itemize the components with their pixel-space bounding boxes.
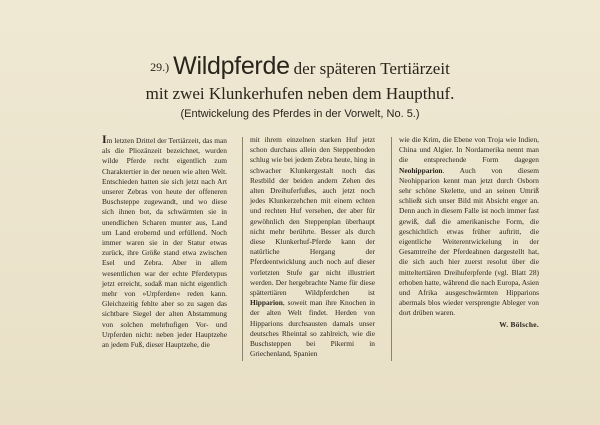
column-2-text-a: mit ihrem einzelnen starken Huf jetzt schon durchaus allein den Steppenboden schlug wie bei jedem Zebra heute, hing in schwacher Klunkergestalt noch das Restbild der beiden andern Zehen des alten Dreihuferfußes, auch jetzt noch jedes Klunkerzehchen mit einem echten und rechten Huf versehen, der aber für gewöhnlich den Steppenplan überhaupt nicht mehr berührte. Besser als durch diese Klunkerhuf-Pferde kann der natürliche Hergang der Pferdeentwicklung auch noch auf dieser vorletzten Stufe gar nicht illustriert werden. Der hergebrachte Name für diese spättertiären Wildpferdchen ist: [250, 135, 375, 298]
text-columns: [102, 132, 544, 375]
drop-cap: I: [102, 132, 107, 146]
column-3-text-b: . Auch von diesem Neohipparion kennt man jetzt durch Osborn sehr schöne Skelette, und an seinen Umriß schließt sich unser Bild mit Absicht enger an. Denn auch in diesem Falle ist noch immer fast gewiß, daß die amerikanische Form, die geschichtlich etwas früher auftritt, die eigentliche Weiterentwickelung in der Gesamtreihe der Pferdeahnen dargestellt hat, die sich auch hier zuerst resolut über die mitteltertiären Dreihuferpferde (vgl. Blatt 28) erhoben hatte, während die nach Europa, Asien und Afrika ausgeschwärmten Hipparions abermals blos wieder versprengte Ableger von dort drüben waren.: [399, 165, 539, 318]
column-1-text: m letzten Drittel der Tertiärzeit, das man als die Pliozänzeit bezeichnet, wurden wilde Pferde recht eigentlich zum Charaktertier in der neuen wie alten Welt. Entschieden hatten sie sich jetzt nach Art unserer Zebras von heute der offeneren Buschsteppe zugewandt, und wo diese sich ihnen bot, da schwärmten sie in unendlichen Scharen munter aus, Land um Land erobernd und erfüllend. Noch immer waren sie in der Statur etwas zurück, ihre Größe stand etwa zwischen Esel und Zebra. Aber in allem wesentlichen war der echte Pferdetypus jetzt erreicht, sodaß man nicht eigentlich mehr von »Urpferden« reden kann. Gleichzeitig fehlte aber so zu sagen das sichtbare Siegel der alten Abstammung von solchen mehrhufigen Vor- und Urpferden nicht: neben jeder Hauptzehe an jedem Fuß, dieser Hauptzehe, die: [102, 136, 227, 350]
column-2-bold: Hipparion: [250, 298, 283, 308]
subtitle: mit zwei Klunkerhufen neben dem Haupthuf.: [145, 84, 455, 103]
column-3-bold: Neohipparion: [399, 165, 443, 175]
column-3-text-a: wie die Krim, die Ebene von Troja wie Indien, China und Algier. In Nordamerika nennt man die entsprechende Form dagegen: [399, 135, 539, 165]
column-divider: [242, 137, 243, 361]
text-column-1: [102, 132, 227, 350]
note: (Entwickelung des Pferdes in der Vorwelt, No. 5.): [180, 108, 420, 120]
title-line: [0, 52, 600, 83]
signature: W. Bölsche.: [499, 319, 539, 329]
plate-number: 29.): [150, 60, 170, 74]
column-divider: [391, 137, 392, 361]
column-2-text-b: , soweit man ihre Knochen in der alten Welt findet. Herden von Hipparions durchsausten damals unser deutsches Rheintal so zahlreich, wie die Buschsteppen bei Pikermi in Griechenland, Spanien: [250, 298, 375, 359]
title-rest: der späteren Tertiärzeit: [293, 59, 450, 78]
text-column-2: [250, 135, 375, 359]
text-column-3: [399, 135, 539, 330]
title-main: Wildpferde: [173, 52, 290, 80]
heading: [0, 52, 600, 123]
